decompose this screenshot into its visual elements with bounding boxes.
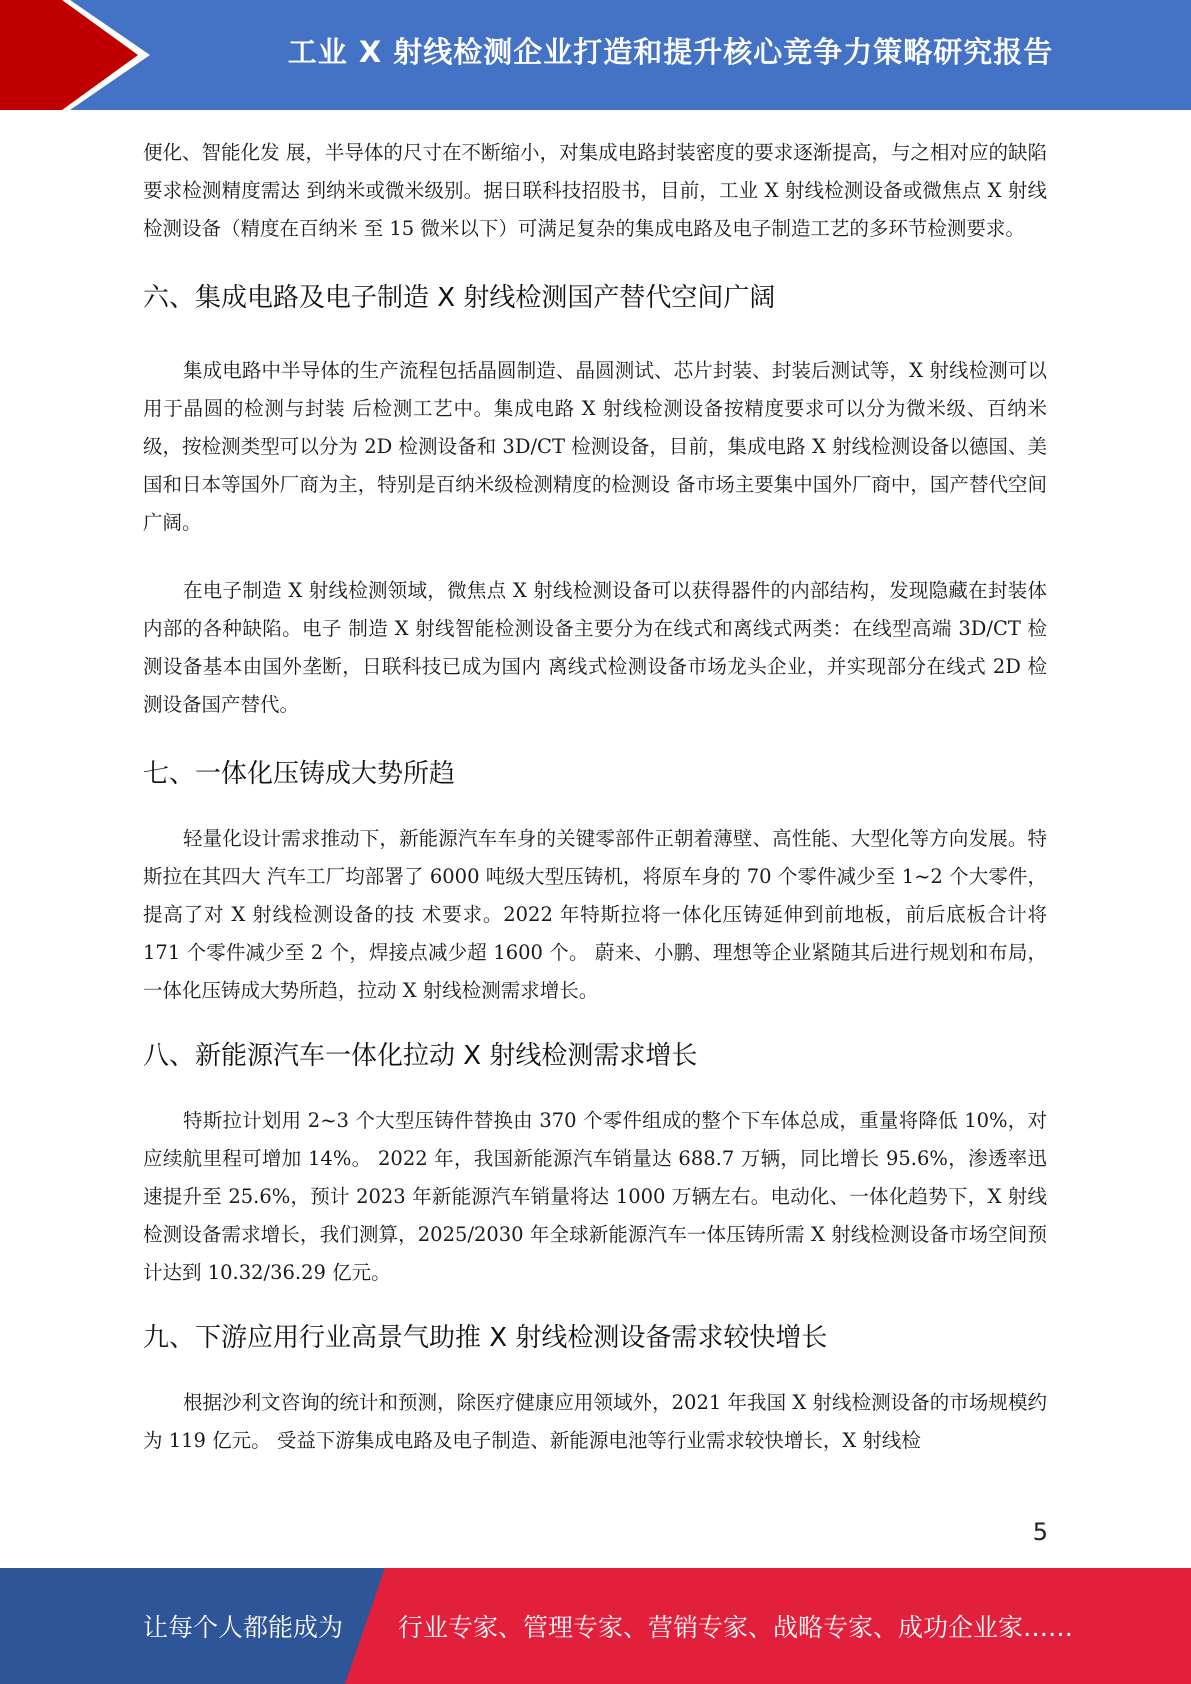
section-heading-8: 八、新能源汽车一体化拉动 X 射线检测需求增长 bbox=[143, 1041, 698, 1071]
header-banner bbox=[0, 0, 1191, 110]
header-chevron-graphic bbox=[0, 0, 160, 110]
footer-banner bbox=[0, 1568, 1191, 1684]
section-heading-9: 九、下游应用行业高景气助推 X 射线检测设备需求较快增长 bbox=[143, 1323, 828, 1353]
section-8-paragraph-1: 特斯拉计划用 2~3 个大型压铸件替换由 370 个零件组成的整个下车体总成，重量将降低 10%，对应续航里程可增加 14%。 2022 年，我国新能源汽车销量达 688.7 万辆，同比增长 95.6%，渗透率迅速提升至 25.6%，预计 2023 年新能源汽车销量将达 1000 万辆左右。电动化、一体化趋势下，X 射线检测设备需求增长，我们测算，2025/2030 年全球新能源汽车一体压铸所需 X 射线检测设备市场空间预计达到 10.32/36.29 亿元。 bbox=[143, 1109, 1047, 1284]
section-heading-7: 七、一体化压铸成大势所趋 bbox=[143, 759, 456, 789]
footer-slogan-left: 让每个人都能成为 bbox=[143, 1613, 344, 1642]
footer-slogan-right: 行业专家、管理专家、营销专家、战略专家、成功企业家…… bbox=[398, 1613, 1074, 1642]
section-heading-6: 六、集成电路及电子制造 X 射线检测国产替代空间广阔 bbox=[143, 283, 776, 313]
document-body bbox=[143, 134, 1047, 1460]
report-title: 工业 X 射线检测企业打造和提升核心竞争力策略研究报告 bbox=[287, 34, 1054, 69]
page-number: 5 bbox=[1032, 1518, 1048, 1546]
section-7-paragraph-1: 轻量化设计需求推动下，新能源汽车车身的关键零部件正朝着薄壁、高性能、大型化等方向发展。特斯拉在其四大 汽车工厂均部署了 6000 吨级大型压铸机，将原车身的 70 个零件减少至 1~2 个大零件，提高了对 X 射线检测设备的技 术要求。2022 年特斯拉将一体化压铸延伸到前地板，前后底板合计将 171 个零件减少至 2 个，焊接点减少超 1600 个。 蔚来、小鹏、理想等企业紧随其后进行规划和布局，一体化压铸成大势所趋，拉动 X 射线检测需求增长。 bbox=[143, 827, 1047, 1002]
paragraph-intro: 便化、智能化发 展，半导体的尺寸在不断缩小，对集成电路封装密度的要求逐渐提高，与之相对应的缺陷要求检测精度需达 到纳米或微米级别。据日联科技招股书，目前，工业 X 射线检测设备或微焦点 X 射线检测设备（精度在百纳米 至 15 微米以下）可满足复杂的集成电路及电子制造工艺的多环节检测要求。 bbox=[143, 141, 1047, 240]
section-6-paragraph-2: 在电子制造 X 射线检测领域，微焦点 X 射线检测设备可以获得器件的内部结构，发现隐藏在封装体内部的各种缺陷。电子 制造 X 射线智能检测设备主要分为在线式和离线式两类：在线型高端 3D/CT 检测设备基本由国外垄断，日联科技已成为国内 离线式检测设备市场龙头企业，并实现部分在线式 2D 检测设备国产替代。 bbox=[143, 579, 1047, 716]
section-6-paragraph-1: 集成电路中半导体的生产流程包括晶圆制造、晶圆测试、芯片封装、封装后测试等，X 射线检测可以用于晶圆的检测与封装 后检测工艺中。集成电路 X 射线检测设备按精度要求可以分为微米级、百纳米级，按检测类型可以分为 2D 检测设备和 3D/CT 检测设备，目前，集成电路 X 射线检测设备以德国、美国和日本等国外厂商为主，特别是百纳米级检测精度的检测设 备市场主要集中国外厂商中，国产替代空间广阔。 bbox=[143, 359, 1047, 534]
section-9-paragraph-1: 根据沙利文咨询的统计和预测，除医疗健康应用领域外，2021 年我国 X 射线检测设备的市场规模约为 119 亿元。 受益下游集成电路及电子制造、新能源电池等行业需求较快增长，X 射线检 bbox=[143, 1391, 1047, 1452]
